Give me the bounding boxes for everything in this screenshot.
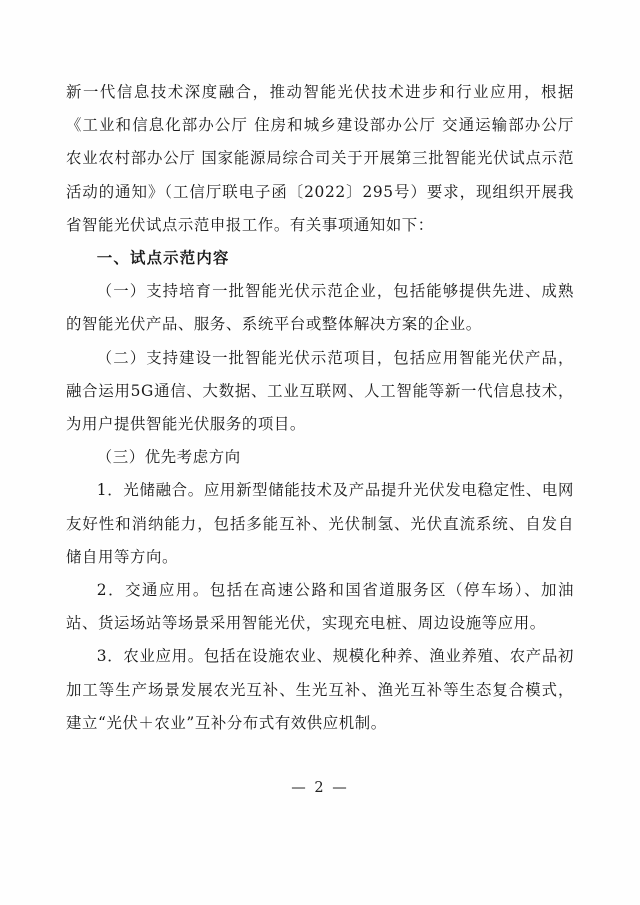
paragraph-item-3-2: 2．交通应用。包括在高速公路和国省道服务区（停车场）、加油站、货运场站等场景采用智能光伏，实现充电桩、周边设施等应用。 (66, 581, 574, 633)
paragraph-continuation: 新一代信息技术深度融合，推动智能光伏技术进步和行业应用，根据《工业和信息化部办公厅 住房和城乡建设部办公厅 交通运输部办公厅 农业农村部办公厅 国家能源局综合司关于开展第三批智能光伏试点示范活动的通知》（工信厅联电子函〔2022〕295号）要求，现组织开展我省智能光伏试点示范申报工作。有关事项通知如下： (66, 83, 574, 234)
paragraph-item-3: （三）优先考虑方向 (96, 448, 241, 467)
paragraph-item-2: （二）支持建设一批智能光伏示范项目，包括应用智能光伏产品，融合运用5G通信、大数据、工业互联网、人工智能等新一代信息技术，为用户提供智能光伏服务的项目。 (66, 348, 574, 434)
paragraph-item-3-3: 3．农业应用。包括在设施农业、规模化种养、渔业养殖、农产品初加工等生产场景发展农光互补、生光互补、渔光互补等生态复合模式，建立“光伏＋农业”互补分布式有效供应机制。 (66, 647, 574, 732)
section-heading-one: 一、试点示范内容 (96, 249, 230, 268)
paragraph-item-1: （一）支持培育一批智能光伏示范企业，包括能够提供先进、成熟的智能光伏产品、服务、系统平台或整体解决方案的企业。 (66, 282, 574, 334)
document-body (66, 76, 574, 740)
page-number: — 2 — (291, 780, 349, 796)
paragraph-item-3-1: 1．光储融合。应用新型储能技术及产品提升光伏发电稳定性、电网友好性和消纳能力，包括多能互补、光伏制氢、光伏直流系统、自发自储自用等方向。 (66, 481, 574, 566)
